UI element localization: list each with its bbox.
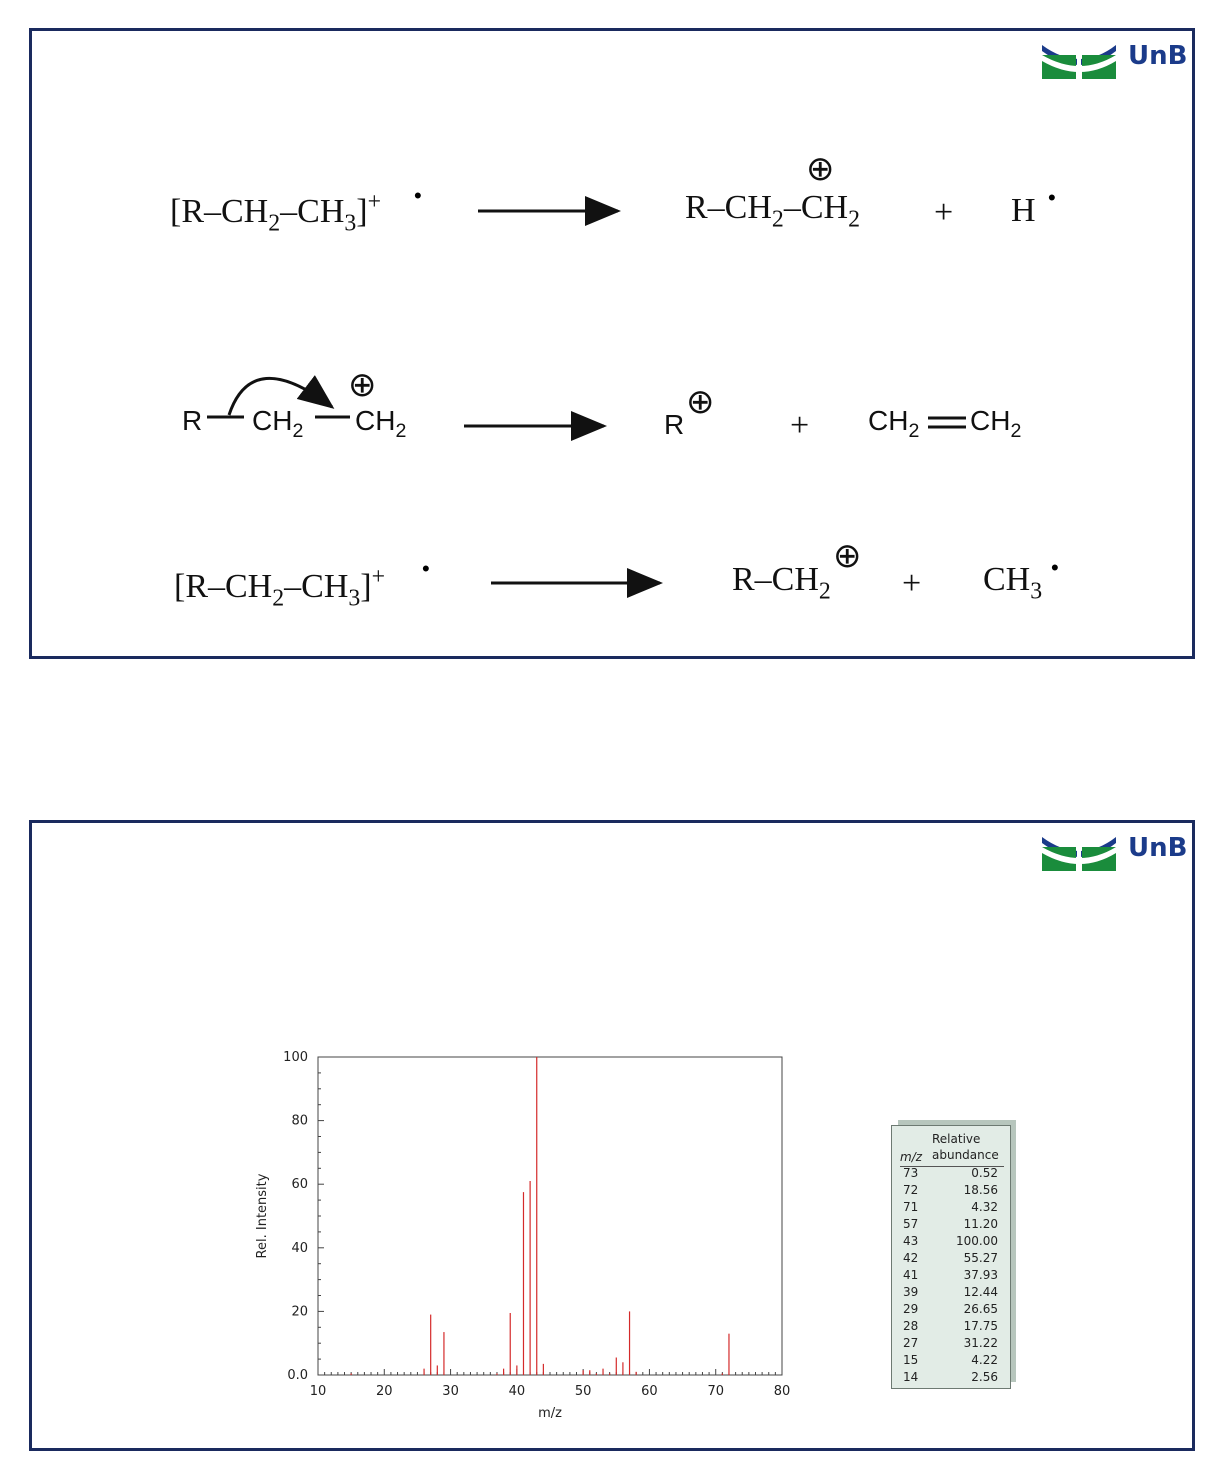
y-tick-label: 20 — [291, 1304, 308, 1320]
x-tick-label: 40 — [508, 1384, 526, 1399]
header-abundance: abundance — [932, 1148, 999, 1162]
unb-logo — [1040, 831, 1186, 867]
table-cell-mz: 71 — [903, 1200, 919, 1214]
table-row — [892, 1232, 1010, 1249]
product-part: –CH — [783, 189, 849, 226]
product-sub: 2 — [818, 578, 831, 605]
reaction2-alkene-b — [970, 407, 1021, 441]
x-tick-label: 60 — [641, 1384, 658, 1399]
table-row — [892, 1198, 1010, 1215]
reactant-sub: 3 — [348, 585, 361, 612]
reaction3-product — [732, 563, 831, 604]
table-row — [892, 1300, 1010, 1317]
table-cell-mz: 27 — [903, 1336, 919, 1350]
unb-logo-icon — [1040, 831, 1120, 871]
alkene-text: CH — [868, 405, 909, 436]
table-cell-abundance: 55.27 — [963, 1251, 998, 1265]
reaction2-product-charge-icon: ⊕ — [686, 383, 715, 421]
reactant-part: –CH — [284, 568, 349, 606]
table-cell-mz: 73 — [903, 1166, 919, 1180]
alkene-text: CH — [970, 405, 1011, 436]
table-row — [892, 1215, 1010, 1232]
ch2-sub: 2 — [395, 419, 407, 442]
reaction2-alkene-a — [868, 407, 919, 441]
ch2-sub: 2 — [292, 419, 304, 442]
table-cell-mz: 14 — [903, 1370, 919, 1384]
x-tick-label: 80 — [773, 1384, 791, 1399]
unb-logo-text: UnB — [1128, 833, 1188, 863]
reactant-sub: 2 — [272, 585, 285, 612]
table-cell-abundance: 0.52 — [971, 1166, 998, 1180]
table-row — [892, 1266, 1010, 1283]
table-body — [892, 1164, 1010, 1385]
y-tick-label: 60 — [291, 1177, 308, 1193]
alkene-sub: 2 — [1010, 419, 1022, 442]
unb-logo-text: UnB — [1128, 41, 1188, 71]
alkene-sub: 2 — [908, 419, 920, 442]
reaction3-ch3-radical: • — [1051, 555, 1059, 580]
table-row — [892, 1164, 1010, 1181]
table-row — [892, 1283, 1010, 1300]
y-tick-label: 80 — [291, 1113, 308, 1129]
table-cell-abundance: 26.65 — [963, 1302, 998, 1316]
reaction1-h-radical: • — [1048, 185, 1056, 210]
slide-reactions — [29, 28, 1195, 659]
reaction2-ch2-b — [355, 407, 406, 441]
reaction1-plus: + — [934, 194, 954, 231]
table-cell-abundance: 4.22 — [971, 1353, 998, 1367]
reactant-bracket: ] — [356, 193, 368, 231]
x-tick-label: 70 — [707, 1384, 724, 1399]
reactant-part: –CH — [280, 193, 345, 231]
byproduct-text: CH — [983, 561, 1031, 598]
table-cell-mz: 29 — [903, 1302, 919, 1316]
table-row — [892, 1368, 1010, 1385]
reaction2-ch2-a — [252, 407, 303, 441]
plot-frame — [318, 1057, 782, 1375]
x-tick-label: 30 — [442, 1384, 459, 1399]
byproduct-sub: 3 — [1030, 578, 1043, 605]
table-cell-mz: 28 — [903, 1319, 919, 1333]
table-cell-abundance: 100.00 — [956, 1234, 998, 1248]
y-axis-label: Rel. Intensity — [255, 1173, 270, 1259]
reaction2-r: R — [182, 405, 203, 436]
x-tick-label: 20 — [376, 1384, 393, 1399]
table-cell-mz: 72 — [903, 1183, 919, 1197]
reaction3-byproduct — [983, 563, 1042, 604]
product-part: R–CH — [685, 189, 772, 226]
reaction2-product-r: R — [664, 409, 685, 440]
y-tick-label: 0.0 — [287, 1368, 308, 1383]
reactant-part: [R–CH — [170, 193, 269, 231]
y-tick-label: 100 — [283, 1050, 308, 1065]
table-cell-abundance: 17.75 — [963, 1319, 998, 1333]
reaction1-charge-icon: ⊕ — [806, 150, 835, 188]
reaction2-charge-icon: ⊕ — [348, 366, 377, 404]
table-row — [892, 1249, 1010, 1266]
reaction2-plus: + — [790, 407, 810, 444]
reactant-part: [R–CH — [174, 568, 273, 606]
ch2-text: CH — [355, 405, 396, 436]
table-cell-mz: 57 — [903, 1217, 919, 1231]
product-sub: 2 — [848, 206, 860, 233]
x-axis-label: m/z — [538, 1406, 562, 1421]
reactant-sub: 2 — [268, 210, 281, 237]
table-cell-mz: 15 — [903, 1353, 919, 1367]
reactant-sub: 3 — [344, 210, 357, 237]
product-sub: 2 — [771, 206, 784, 233]
reaction3-reactant — [174, 566, 385, 611]
table-row — [892, 1334, 1010, 1351]
ch2-text: CH — [252, 405, 293, 436]
reaction3-plus: + — [902, 565, 922, 602]
table-row — [892, 1181, 1010, 1198]
slide-mass-spectrum — [29, 820, 1195, 1451]
reactant-charge: + — [367, 189, 382, 215]
table-cell-abundance: 2.56 — [971, 1370, 998, 1384]
reaction1-radical-dot: • — [414, 183, 422, 208]
table-cell-abundance: 4.32 — [971, 1200, 998, 1214]
reactant-charge: + — [371, 564, 386, 590]
table-cell-abundance: 11.20 — [963, 1217, 998, 1231]
header-relative: Relative — [932, 1132, 981, 1146]
reaction3-radical-dot: • — [422, 556, 430, 581]
mass-spectrum-chart — [242, 1043, 812, 1463]
reaction3-charge-icon: ⊕ — [833, 537, 862, 575]
table-cell-mz: 41 — [903, 1268, 919, 1282]
table-cell-mz: 43 — [903, 1234, 919, 1248]
header-mz: m/z — [900, 1150, 923, 1164]
y-tick-label: 40 — [291, 1240, 308, 1256]
table-cell-abundance: 12.44 — [963, 1285, 998, 1299]
abundance-table — [891, 1125, 1011, 1389]
x-tick-label: 50 — [574, 1384, 592, 1399]
reactant-bracket: ] — [360, 568, 372, 606]
table-cell-mz: 39 — [903, 1285, 919, 1299]
table-row — [892, 1351, 1010, 1368]
reaction1-hydrogen: H — [1011, 192, 1036, 229]
x-tick-label: 10 — [309, 1384, 327, 1399]
reaction1-product — [685, 191, 860, 232]
table-cell-abundance: 31.22 — [963, 1336, 998, 1350]
table-cell-abundance: 18.56 — [963, 1183, 998, 1197]
table-cell-abundance: 37.93 — [963, 1268, 998, 1282]
table-row — [892, 1317, 1010, 1334]
table-cell-mz: 42 — [903, 1251, 919, 1265]
product-part: R–CH — [732, 561, 819, 598]
